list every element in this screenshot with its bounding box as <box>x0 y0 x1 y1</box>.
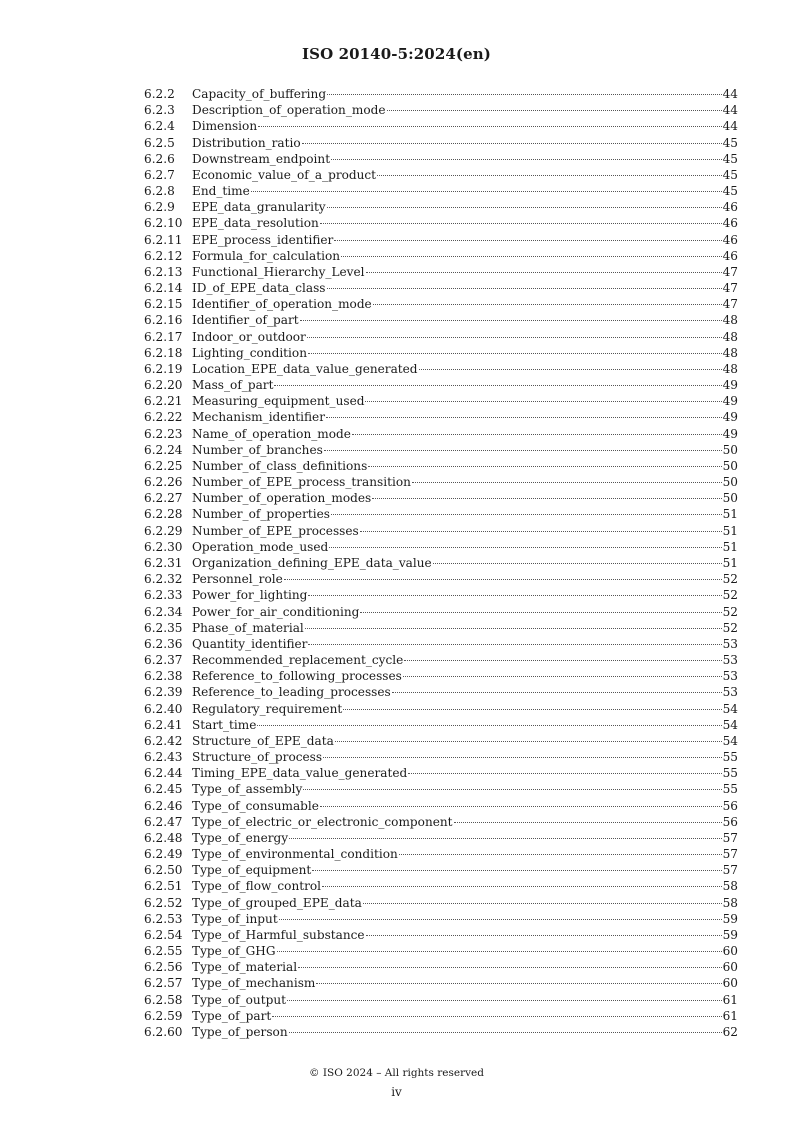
toc-entry-title: EPE_process_identifier <box>192 232 334 247</box>
toc-entry-number: 6.2.16 <box>144 313 183 328</box>
page-number: iv <box>391 1085 402 1099</box>
toc-dot-leader <box>300 320 722 321</box>
toc-entry-title: Type_of_consumable <box>192 798 319 813</box>
toc-entry-title: Power_for_air_conditioning <box>192 604 360 619</box>
toc-entry-number: 6.2.8 <box>144 184 175 199</box>
toc-entry-title: Distribution_ratio <box>192 135 301 150</box>
toc-entry[interactable] <box>144 911 738 927</box>
toc-entry-title: Type_of_output <box>192 992 286 1007</box>
toc-entry-number: 6.2.35 <box>144 620 183 635</box>
toc-entry-title: Name_of_operation_mode <box>192 426 351 441</box>
toc-entry-number: 6.2.36 <box>144 636 183 651</box>
toc-entry-page: 48 <box>722 345 738 360</box>
toc-dot-leader <box>326 417 722 418</box>
toc-dot-leader <box>403 676 722 677</box>
toc-entry-number: 6.2.20 <box>144 378 183 393</box>
toc-entry-number: 6.2.29 <box>144 523 183 538</box>
toc-entry-title: Reference_to_following_processes <box>192 669 402 684</box>
toc-entry-title: Downstream_endpoint <box>192 151 331 166</box>
toc-entry[interactable] <box>144 118 738 134</box>
toc-dot-leader <box>274 385 721 386</box>
toc-dot-leader <box>308 644 721 645</box>
toc-entry[interactable] <box>144 652 738 668</box>
toc-dot-leader <box>324 450 722 451</box>
toc-entry-page: 53 <box>722 636 738 651</box>
toc-entry-page: 56 <box>722 814 738 829</box>
toc-dot-leader <box>289 838 722 839</box>
toc-entry-title: Number_of_EPE_process_transition <box>192 475 411 490</box>
toc-dot-leader <box>272 1016 721 1017</box>
toc-entry-title: Type_of_material <box>192 960 298 975</box>
toc-entry-page: 47 <box>722 297 738 312</box>
toc-entry-number: 6.2.41 <box>144 717 183 732</box>
toc-dot-leader <box>284 579 722 580</box>
toc-dot-leader <box>279 919 722 920</box>
toc-entry-page: 56 <box>722 798 738 813</box>
toc-entry[interactable] <box>144 992 738 1008</box>
toc-dot-leader <box>320 223 722 224</box>
toc-entry-number: 6.2.53 <box>144 911 183 926</box>
toc-entry[interactable] <box>144 636 738 652</box>
toc-entry-page: 61 <box>722 992 738 1007</box>
toc-dot-leader <box>298 967 722 968</box>
toc-entry-number: 6.2.47 <box>144 814 183 829</box>
toc-entry-page: 48 <box>722 313 738 328</box>
toc-entry-page: 49 <box>722 426 738 441</box>
toc-entry-page: 52 <box>722 620 738 635</box>
toc-entry-title: Reference_to_leading_processes <box>192 685 391 700</box>
toc-entry-page: 46 <box>722 216 738 231</box>
toc-entry-title: Recommended_replacement_cycle <box>192 653 404 668</box>
toc-entry[interactable] <box>144 927 738 943</box>
toc-entry-title: Functional_Hierarchy_Level <box>192 264 365 279</box>
toc-dot-leader <box>366 935 722 936</box>
toc-dot-leader <box>399 854 722 855</box>
toc-entry-page: 52 <box>722 604 738 619</box>
toc-entry-title: Number_of_class_definitions <box>192 458 368 473</box>
toc-dot-leader <box>365 401 721 402</box>
table-of-contents <box>144 86 738 1040</box>
toc-entry[interactable] <box>144 215 738 231</box>
toc-entry-number: 6.2.33 <box>144 588 183 603</box>
toc-dot-leader <box>320 806 722 807</box>
toc-entry-number: 6.2.12 <box>144 248 183 263</box>
toc-entry-title: Capacity_of_buffering <box>192 87 327 101</box>
toc-dot-leader <box>327 94 722 95</box>
toc-dot-leader <box>307 337 722 338</box>
toc-entry[interactable] <box>144 943 738 959</box>
toc-dot-leader <box>258 126 721 127</box>
toc-dot-leader <box>412 482 722 483</box>
toc-entry-title: Location_EPE_data_value_generated <box>192 361 418 376</box>
toc-entry-page: 50 <box>722 491 738 506</box>
toc-entry-page: 52 <box>722 572 738 587</box>
toc-entry[interactable] <box>144 135 738 151</box>
toc-entry-number: 6.2.5 <box>144 135 175 150</box>
toc-entry-number: 6.2.19 <box>144 361 183 376</box>
toc-entry-page: 45 <box>722 151 738 166</box>
toc-entry-number: 6.2.49 <box>144 847 183 862</box>
toc-entry-title: Type_of_input <box>192 911 278 926</box>
toc-entry-number: 6.2.26 <box>144 475 183 490</box>
toc-entry-number: 6.2.48 <box>144 830 183 845</box>
toc-entry-title: Start_time <box>192 717 257 732</box>
toc-entry-number: 6.2.6 <box>144 151 175 166</box>
toc-entry-page: 57 <box>722 863 738 878</box>
toc-entry[interactable] <box>144 296 738 312</box>
toc-dot-leader <box>377 175 722 176</box>
toc-entry[interactable] <box>144 248 738 264</box>
toc-entry-page: 53 <box>722 653 738 668</box>
toc-entry[interactable] <box>144 733 738 749</box>
toc-entry-page: 52 <box>722 588 738 603</box>
toc-entry-number: 6.2.11 <box>144 232 183 247</box>
toc-entry-page: 44 <box>722 87 738 101</box>
toc-entry-title: Indoor_or_outdoor <box>192 329 306 344</box>
toc-dot-leader <box>308 353 722 354</box>
toc-entry-page: 48 <box>722 361 738 376</box>
toc-entry-title: Structure_of_process <box>192 750 323 765</box>
toc-dot-leader <box>305 628 722 629</box>
toc-entry-number: 6.2.27 <box>144 491 183 506</box>
toc-entry[interactable] <box>144 975 738 991</box>
toc-entry[interactable] <box>144 102 738 118</box>
toc-entry-number: 6.2.18 <box>144 345 183 360</box>
toc-dot-leader <box>335 741 722 742</box>
toc-dot-leader <box>419 369 722 370</box>
toc-dot-leader <box>408 773 721 774</box>
toc-entry[interactable] <box>144 329 738 345</box>
toc-entry-number: 6.2.40 <box>144 701 183 716</box>
toc-entry-page: 47 <box>722 281 738 296</box>
toc-entry[interactable] <box>144 895 738 911</box>
toc-entry[interactable] <box>144 830 738 846</box>
toc-entry-number: 6.2.4 <box>144 119 175 134</box>
toc-entry-number: 6.2.7 <box>144 167 175 182</box>
toc-entry-title: Type_of_GHG <box>192 944 276 959</box>
toc-entry-page: 53 <box>722 685 738 700</box>
toc-entry-page: 51 <box>722 555 738 570</box>
toc-entry-page: 59 <box>722 927 738 942</box>
toc-entry-page: 59 <box>722 911 738 926</box>
toc-entry-title: Formula_for_calculation <box>192 248 341 263</box>
toc-entry-page: 50 <box>722 475 738 490</box>
toc-entry[interactable] <box>144 862 738 878</box>
toc-entry-title: Type_of_equipment <box>192 863 312 878</box>
toc-entry[interactable] <box>144 312 738 328</box>
toc-entry-title: Organization_defining_EPE_data_value <box>192 555 432 570</box>
toc-dot-leader <box>308 595 721 596</box>
toc-dot-leader <box>322 886 722 887</box>
toc-entry-title: Number_of_branches <box>192 442 323 457</box>
toc-dot-leader <box>373 304 722 305</box>
copyright-footer: © ISO 2024 – All rights reserved <box>309 1067 484 1079</box>
toc-entry[interactable] <box>144 523 738 539</box>
toc-entry-title: Type_of_environmental_condition <box>192 847 398 862</box>
toc-dot-leader <box>366 272 722 273</box>
toc-dot-leader <box>316 983 721 984</box>
toc-entry-page: 46 <box>722 248 738 263</box>
toc-entry-title: Quantity_identifier <box>192 636 308 651</box>
toc-dot-leader <box>392 692 722 693</box>
toc-entry-page: 46 <box>722 232 738 247</box>
toc-dot-leader <box>368 466 721 467</box>
toc-entry-title: Personnel_role <box>192 572 283 587</box>
toc-dot-leader <box>341 256 722 257</box>
toc-entry-title: Lighting_condition <box>192 345 307 360</box>
toc-entry[interactable] <box>144 846 738 862</box>
toc-dot-leader <box>372 498 721 499</box>
toc-dot-leader <box>257 725 721 726</box>
toc-entry-page: 54 <box>722 717 738 732</box>
toc-entry[interactable] <box>144 199 738 215</box>
toc-entry-number: 6.2.55 <box>144 944 183 959</box>
toc-entry[interactable] <box>144 361 738 377</box>
toc-entry-number: 6.2.31 <box>144 555 183 570</box>
toc-entry[interactable] <box>144 798 738 814</box>
toc-entry[interactable] <box>144 717 738 733</box>
toc-entry-number: 6.2.42 <box>144 733 183 748</box>
toc-entry-number: 6.2.17 <box>144 329 183 344</box>
toc-entry-number: 6.2.39 <box>144 685 183 700</box>
toc-dot-leader <box>331 159 722 160</box>
toc-entry-page: 44 <box>722 103 738 118</box>
toc-entry-number: 6.2.60 <box>144 1024 183 1039</box>
toc-entry-page: 57 <box>722 830 738 845</box>
toc-entry-number: 6.2.59 <box>144 1008 183 1023</box>
toc-entry[interactable] <box>144 1008 738 1024</box>
toc-entry-title: End_time <box>192 184 250 199</box>
toc-entry-number: 6.2.38 <box>144 669 183 684</box>
toc-entry-page: 45 <box>722 184 738 199</box>
toc-entry-title: Mass_of_part <box>192 378 274 393</box>
toc-dot-leader <box>454 822 722 823</box>
toc-entry-number: 6.2.13 <box>144 264 183 279</box>
toc-entry[interactable] <box>144 442 738 458</box>
toc-entry[interactable] <box>144 280 738 296</box>
toc-entry[interactable] <box>144 86 738 102</box>
toc-entry[interactable] <box>144 781 738 797</box>
toc-entry-page: 55 <box>722 766 738 781</box>
toc-dot-leader <box>251 191 722 192</box>
toc-dot-leader <box>331 514 722 515</box>
toc-dot-leader <box>327 207 722 208</box>
toc-entry[interactable] <box>144 878 738 894</box>
toc-entry-number: 6.2.52 <box>144 895 183 910</box>
document-header: ISO 20140-5:2024(en) <box>302 45 491 63</box>
toc-entry-number: 6.2.34 <box>144 604 183 619</box>
toc-entry-page: 49 <box>722 394 738 409</box>
toc-entry-title: Regulatory_requirement <box>192 701 343 716</box>
toc-entry-page: 60 <box>722 976 738 991</box>
toc-entry-title: Type_of_grouped_EPE_data <box>192 895 362 910</box>
toc-entry-page: 51 <box>722 507 738 522</box>
toc-entry[interactable] <box>144 814 738 830</box>
toc-dot-leader <box>360 531 722 532</box>
toc-entry-title: Economic_value_of_a_product <box>192 167 377 182</box>
toc-entry-title: Number_of_operation_modes <box>192 491 372 506</box>
toc-entry[interactable] <box>144 490 738 506</box>
toc-entry-number: 6.2.58 <box>144 992 183 1007</box>
toc-entry[interactable] <box>144 587 738 603</box>
toc-entry[interactable] <box>144 458 738 474</box>
toc-entry-title: Description_of_operation_mode <box>192 103 386 118</box>
toc-entry[interactable] <box>144 701 738 717</box>
toc-dot-leader <box>289 1032 722 1033</box>
toc-dot-leader <box>387 110 722 111</box>
toc-entry-title: Operation_mode_used <box>192 539 329 554</box>
toc-entry-page: 55 <box>722 782 738 797</box>
toc-entry-page: 54 <box>722 733 738 748</box>
toc-dot-leader <box>360 612 721 613</box>
toc-entry-title: Dimension <box>192 119 258 134</box>
toc-entry[interactable] <box>144 684 738 700</box>
toc-entry-title: Type_of_part <box>192 1008 272 1023</box>
toc-entry[interactable] <box>144 264 738 280</box>
toc-entry-number: 6.2.23 <box>144 426 183 441</box>
toc-dot-leader <box>312 870 721 871</box>
toc-entry-title: EPE_data_granularity <box>192 200 326 215</box>
toc-entry-page: 57 <box>722 847 738 862</box>
toc-entry[interactable] <box>144 426 738 442</box>
toc-entry[interactable] <box>144 668 738 684</box>
toc-entry-title: EPE_data_resolution <box>192 216 319 231</box>
toc-entry[interactable] <box>144 506 738 522</box>
toc-entry-page: 47 <box>722 264 738 279</box>
toc-entry-title: ID_of_EPE_data_class <box>192 281 326 296</box>
toc-entry-number: 6.2.44 <box>144 766 183 781</box>
toc-entry-page: 60 <box>722 944 738 959</box>
toc-entry-number: 6.2.43 <box>144 750 183 765</box>
toc-entry-page: 50 <box>722 442 738 457</box>
toc-entry-page: 51 <box>722 539 738 554</box>
toc-entry-number: 6.2.25 <box>144 458 183 473</box>
toc-entry-title: Mechanism_identifier <box>192 410 325 425</box>
toc-entry-number: 6.2.30 <box>144 539 183 554</box>
toc-entry-title: Number_of_EPE_processes <box>192 523 359 538</box>
toc-entry-number: 6.2.3 <box>144 103 175 118</box>
toc-dot-leader <box>287 1000 722 1001</box>
toc-entry-number: 6.2.57 <box>144 976 183 991</box>
toc-entry[interactable] <box>144 167 738 183</box>
toc-dot-leader <box>343 709 721 710</box>
toc-entry-page: 58 <box>722 879 738 894</box>
toc-entry-title: Type_of_mechanism <box>192 976 316 991</box>
toc-entry-number: 6.2.15 <box>144 297 183 312</box>
toc-entry[interactable] <box>144 539 738 555</box>
toc-entry-number: 6.2.14 <box>144 281 183 296</box>
toc-entry-number: 6.2.32 <box>144 572 183 587</box>
toc-entry-number: 6.2.56 <box>144 960 183 975</box>
toc-entry-page: 55 <box>722 750 738 765</box>
toc-entry-page: 44 <box>722 119 738 134</box>
toc-entry-number: 6.2.21 <box>144 394 183 409</box>
toc-entry-number: 6.2.2 <box>144 87 175 101</box>
toc-entry-title: Type_of_Harmful_substance <box>192 927 365 942</box>
toc-entry-number: 6.2.51 <box>144 879 183 894</box>
toc-entry-title: Type_of_flow_control <box>192 879 322 894</box>
toc-entry[interactable] <box>144 555 738 571</box>
toc-dot-leader <box>302 143 722 144</box>
toc-entry[interactable] <box>144 604 738 620</box>
toc-entry[interactable] <box>144 393 738 409</box>
toc-entry-page: 62 <box>722 1024 738 1039</box>
toc-entry-title: Type_of_energy <box>192 830 289 845</box>
toc-entry-page: 48 <box>722 329 738 344</box>
toc-entry-title: Measuring_equipment_used <box>192 394 365 409</box>
toc-entry-page: 50 <box>722 458 738 473</box>
toc-entry-page: 54 <box>722 701 738 716</box>
toc-dot-leader <box>433 563 722 564</box>
toc-entry[interactable] <box>144 765 738 781</box>
toc-entry[interactable] <box>144 345 738 361</box>
toc-dot-leader <box>352 434 722 435</box>
toc-entry[interactable] <box>144 571 738 587</box>
toc-dot-leader <box>329 547 721 548</box>
toc-entry-title: Type_of_assembly <box>192 782 303 797</box>
toc-entry-number: 6.2.54 <box>144 927 183 942</box>
toc-entry-title: Phase_of_material <box>192 620 304 635</box>
toc-entry-page: 45 <box>722 167 738 182</box>
toc-entry-title: Type_of_person <box>192 1024 288 1039</box>
toc-entry[interactable] <box>144 183 738 199</box>
toc-dot-leader <box>363 903 722 904</box>
toc-entry-number: 6.2.9 <box>144 200 175 215</box>
toc-entry-page: 49 <box>722 410 738 425</box>
toc-entry[interactable] <box>144 474 738 490</box>
toc-entry-number: 6.2.37 <box>144 653 183 668</box>
toc-dot-leader <box>327 288 722 289</box>
toc-entry-number: 6.2.46 <box>144 798 183 813</box>
toc-entry-title: Type_of_electric_or_electronic_component <box>192 814 453 829</box>
toc-entry-page: 58 <box>722 895 738 910</box>
toc-entry-page: 49 <box>722 378 738 393</box>
toc-entry[interactable] <box>144 151 738 167</box>
toc-entry-title: Timing_EPE_data_value_generated <box>192 766 408 781</box>
toc-entry-title: Identifier_of_operation_mode <box>192 297 372 312</box>
toc-entry-number: 6.2.50 <box>144 863 183 878</box>
toc-entry-number: 6.2.24 <box>144 442 183 457</box>
toc-entry-number: 6.2.22 <box>144 410 183 425</box>
toc-dot-leader <box>334 240 721 241</box>
toc-entry[interactable] <box>144 1024 738 1040</box>
toc-entry[interactable] <box>144 409 738 425</box>
toc-entry-title: Structure_of_EPE_data <box>192 733 334 748</box>
toc-entry-title: Power_for_lighting <box>192 588 308 603</box>
toc-dot-leader <box>303 789 721 790</box>
toc-entry-number: 6.2.10 <box>144 216 183 231</box>
toc-dot-leader <box>404 660 721 661</box>
toc-entry[interactable] <box>144 749 738 765</box>
toc-dot-leader <box>323 757 722 758</box>
toc-entry-number: 6.2.45 <box>144 782 183 797</box>
toc-entry[interactable] <box>144 232 738 248</box>
toc-entry[interactable] <box>144 377 738 393</box>
toc-entry-page: 45 <box>722 135 738 150</box>
toc-entry-page: 46 <box>722 200 738 215</box>
toc-entry-page: 60 <box>722 960 738 975</box>
toc-entry-title: Number_of_properties <box>192 507 330 522</box>
toc-entry[interactable] <box>144 620 738 636</box>
toc-entry-page: 51 <box>722 523 738 538</box>
toc-entry-page: 61 <box>722 1008 738 1023</box>
toc-dot-leader <box>277 951 722 952</box>
toc-entry-title: Identifier_of_part <box>192 313 299 328</box>
toc-entry-page: 53 <box>722 669 738 684</box>
toc-entry[interactable] <box>144 959 738 975</box>
toc-entry-number: 6.2.28 <box>144 507 183 522</box>
